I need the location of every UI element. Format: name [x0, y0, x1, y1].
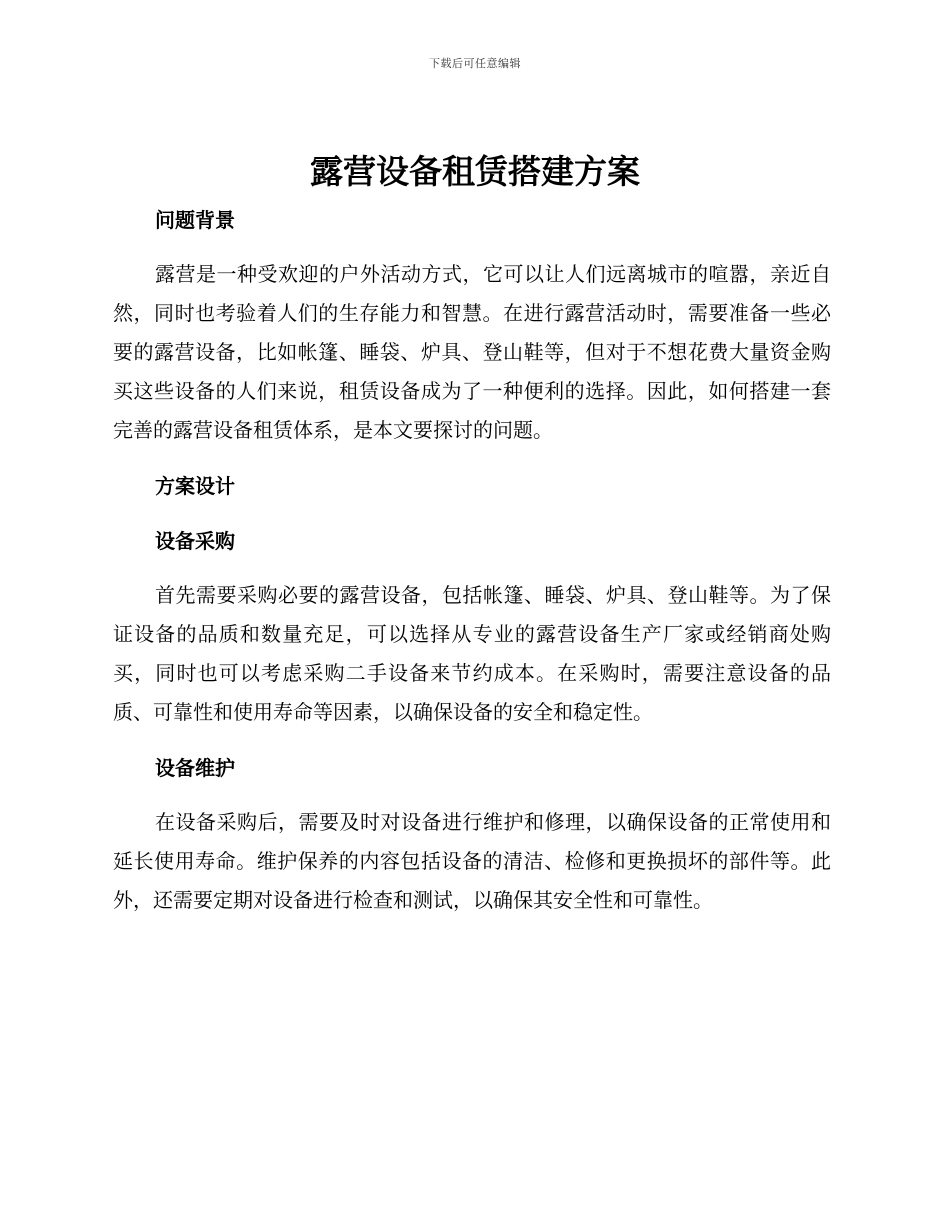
section-heading-equipment-maintenance: 设备维护 [155, 756, 235, 780]
paragraph-equipment-maintenance: 在设备采购后，需要及时对设备进行维护和修理，以确保设备的正常使用和延长使用寿命。维护保养的内容包括设备的清洁、检修和更换损坏的部件等。此外，还需要定期对设备进行检查和测试，以确保其安全性和可靠性。 [113, 810, 831, 912]
section-heading-equipment-purchase: 设备采购 [155, 529, 235, 553]
document-body [113, 200, 831, 920]
paragraph-equipment-purchase: 首先需要采购必要的露营设备，包括帐篷、睡袋、炉具、登山鞋等。为了保证设备的品质和数量充足，可以选择从专业的露营设备生产厂家或经销商处购买，同时也可以考虑采购二手设备来节约成本。在采购时，需要注意设备的品质、可靠性和使用寿命等因素，以确保设备的安全和稳定性。 [113, 583, 831, 724]
section-heading-plan-design: 方案设计 [155, 474, 235, 498]
paragraph-background: 露营是一种受欢迎的户外活动方式，它可以让人们远离城市的喧嚣，亲近自然，同时也考验着人们的生存能力和智慧。在进行露营活动时，需要准备一些必要的露营设备，比如帐篷、睡袋、炉具、登山鞋等，但对于不想花费大量资金购买这些设备的人们来说，租赁设备成为了一种便利的选择。因此，如何搭建一套完善的露营设备租赁体系，是本文要探讨的问题。 [113, 262, 831, 442]
document-title: 露营设备租赁搭建方案 [310, 152, 640, 191]
page-header-note: 下载后可任意编辑 [429, 57, 521, 70]
section-heading-background: 问题背景 [155, 208, 235, 232]
